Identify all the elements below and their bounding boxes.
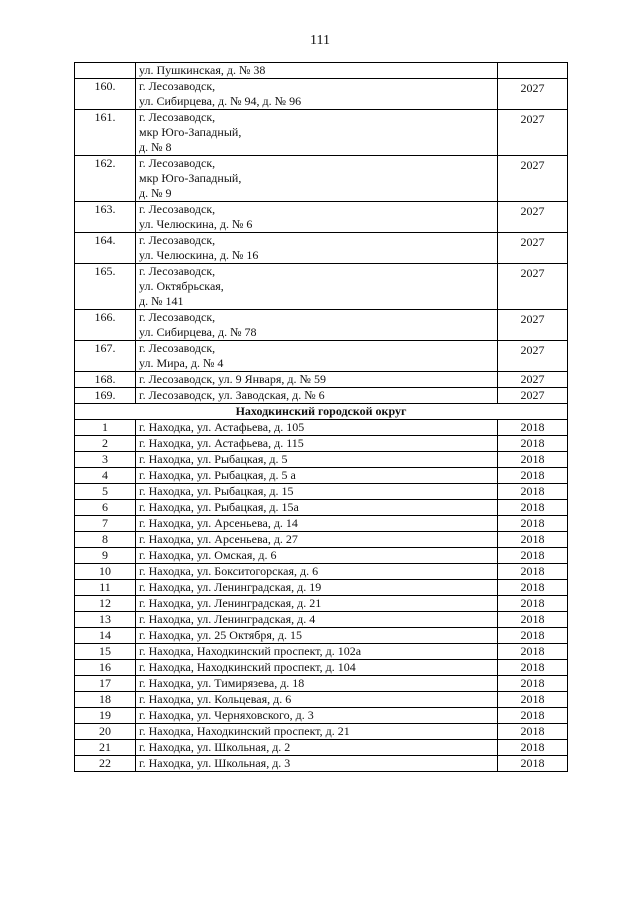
table-row bbox=[75, 156, 568, 202]
address-cell: г. Находка, ул. Школьная, д. 2 bbox=[136, 740, 498, 756]
row-number-cell: 10 bbox=[75, 564, 136, 580]
table-row bbox=[75, 468, 568, 484]
address-cell: г. Лесозаводск, ул. Челюскина, д. № 6 bbox=[136, 202, 498, 233]
table-row bbox=[75, 628, 568, 644]
address-cell: г. Находка, ул. Рыбацкая, д. 5 а bbox=[136, 468, 498, 484]
address-cell: г. Находка, Находкинский проспект, д. 104 bbox=[136, 660, 498, 676]
page-number: 111 bbox=[310, 33, 330, 48]
year-cell: 2027 bbox=[498, 341, 568, 372]
year-cell: 2018 bbox=[498, 532, 568, 548]
address-cell: г. Лесозаводск, ул. Челюскина, д. № 16 bbox=[136, 233, 498, 264]
year-cell: 2018 bbox=[498, 644, 568, 660]
year-cell: 2018 bbox=[498, 468, 568, 484]
row-number-cell: 6 bbox=[75, 500, 136, 516]
row-number-cell: 18 bbox=[75, 692, 136, 708]
table-row bbox=[75, 548, 568, 564]
row-number-cell: 11 bbox=[75, 580, 136, 596]
table-row bbox=[75, 564, 568, 580]
address-cell: г. Находка, ул. Черняховского, д. 3 bbox=[136, 708, 498, 724]
row-number-cell: 163. bbox=[75, 202, 136, 233]
address-cell: ул. Пушкинская, д. № 38 bbox=[136, 63, 498, 79]
address-cell: г. Находка, ул. 25 Октября, д. 15 bbox=[136, 628, 498, 644]
year-cell: 2018 bbox=[498, 420, 568, 436]
address-cell: г. Лесозаводск, ул. Октябрьская, д. № 141 bbox=[136, 264, 498, 310]
year-cell: 2018 bbox=[498, 500, 568, 516]
row-number-cell: 17 bbox=[75, 676, 136, 692]
address-cell: г. Лесозаводск, ул. Сибирцева, д. № 78 bbox=[136, 310, 498, 341]
row-number-cell: 164. bbox=[75, 233, 136, 264]
address-cell: г. Находка, ул. Астафьева, д. 105 bbox=[136, 420, 498, 436]
year-cell: 2018 bbox=[498, 660, 568, 676]
row-number-cell: 14 bbox=[75, 628, 136, 644]
table-row bbox=[75, 110, 568, 156]
table-row bbox=[75, 660, 568, 676]
address-cell: г. Лесозаводск, мкр Юго-Западный, д. № 9 bbox=[136, 156, 498, 202]
row-number-cell: 21 bbox=[75, 740, 136, 756]
year-cell: 2027 bbox=[498, 110, 568, 156]
table-row bbox=[75, 580, 568, 596]
table-row bbox=[75, 436, 568, 452]
year-cell: 2018 bbox=[498, 756, 568, 772]
row-number-cell: 162. bbox=[75, 156, 136, 202]
table-row bbox=[75, 644, 568, 660]
table-row bbox=[75, 516, 568, 532]
table-row bbox=[75, 79, 568, 110]
table-row bbox=[75, 484, 568, 500]
address-cell: г. Находка, ул. Рыбацкая, д. 15а bbox=[136, 500, 498, 516]
row-number-cell: 16 bbox=[75, 660, 136, 676]
table-row bbox=[75, 202, 568, 233]
table-row bbox=[75, 233, 568, 264]
address-cell: г. Находка, ул. Ленинградская, д. 19 bbox=[136, 580, 498, 596]
row-number-cell: 19 bbox=[75, 708, 136, 724]
row-number-cell: 12 bbox=[75, 596, 136, 612]
address-cell: г. Лесозаводск, ул. Мира, д. № 4 bbox=[136, 341, 498, 372]
table-row bbox=[75, 708, 568, 724]
table-body bbox=[75, 63, 568, 772]
table-row bbox=[75, 388, 568, 404]
table-row bbox=[75, 532, 568, 548]
address-cell: г. Находка, ул. Астафьева, д. 115 bbox=[136, 436, 498, 452]
row-number-cell: 165. bbox=[75, 264, 136, 310]
year-cell: 2018 bbox=[498, 484, 568, 500]
year-cell: 2018 bbox=[498, 692, 568, 708]
year-cell: 2018 bbox=[498, 724, 568, 740]
section-header-row bbox=[75, 404, 568, 420]
address-cell: г. Находка, ул. Рыбацкая, д. 15 bbox=[136, 484, 498, 500]
table-row bbox=[75, 740, 568, 756]
table-row bbox=[75, 264, 568, 310]
row-number-cell: 7 bbox=[75, 516, 136, 532]
row-number-cell: 3 bbox=[75, 452, 136, 468]
row-number-cell: 166. bbox=[75, 310, 136, 341]
year-cell: 2027 bbox=[498, 156, 568, 202]
row-number-cell: 13 bbox=[75, 612, 136, 628]
row-number-cell bbox=[75, 63, 136, 79]
table-row bbox=[75, 500, 568, 516]
year-cell: 2018 bbox=[498, 628, 568, 644]
year-cell: 2018 bbox=[498, 548, 568, 564]
table-row-continuation bbox=[75, 63, 568, 79]
address-cell: г. Лесозаводск, ул. 9 Января, д. № 59 bbox=[136, 372, 498, 388]
year-cell: 2027 bbox=[498, 372, 568, 388]
address-cell: г. Находка, ул. Ленинградская, д. 21 bbox=[136, 596, 498, 612]
address-cell: г. Находка, ул. Ленинградская, д. 4 bbox=[136, 612, 498, 628]
year-cell: 2018 bbox=[498, 564, 568, 580]
year-cell: 2018 bbox=[498, 436, 568, 452]
year-cell: 2018 bbox=[498, 580, 568, 596]
year-cell: 2018 bbox=[498, 516, 568, 532]
year-cell: 2027 bbox=[498, 233, 568, 264]
address-cell: г. Находка, ул. Рыбацкая, д. 5 bbox=[136, 452, 498, 468]
row-number-cell: 20 bbox=[75, 724, 136, 740]
year-cell: 2018 bbox=[498, 740, 568, 756]
row-number-cell: 169. bbox=[75, 388, 136, 404]
year-cell: 2018 bbox=[498, 596, 568, 612]
row-number-cell: 2 bbox=[75, 436, 136, 452]
housing-schedule-table bbox=[74, 62, 568, 772]
address-cell: г. Находка, Находкинский проспект, д. 102а bbox=[136, 644, 498, 660]
table-row bbox=[75, 420, 568, 436]
row-number-cell: 167. bbox=[75, 341, 136, 372]
row-number-cell: 160. bbox=[75, 79, 136, 110]
address-cell: г. Находка, ул. Кольцевая, д. 6 bbox=[136, 692, 498, 708]
address-cell: г. Находка, ул. Тимирязева, д. 18 bbox=[136, 676, 498, 692]
table-row bbox=[75, 310, 568, 341]
address-cell: г. Находка, ул. Омская, д. 6 bbox=[136, 548, 498, 564]
row-number-cell: 15 bbox=[75, 644, 136, 660]
year-cell: 2027 bbox=[498, 202, 568, 233]
row-number-cell: 22 bbox=[75, 756, 136, 772]
year-cell: 2027 bbox=[498, 388, 568, 404]
row-number-cell: 5 bbox=[75, 484, 136, 500]
year-cell: 2018 bbox=[498, 612, 568, 628]
address-cell: г. Находка, ул. Арсеньева, д. 14 bbox=[136, 516, 498, 532]
year-cell: 2018 bbox=[498, 452, 568, 468]
table-row bbox=[75, 724, 568, 740]
table-row bbox=[75, 692, 568, 708]
table-row bbox=[75, 596, 568, 612]
address-cell: г. Находка, ул. Арсеньева, д. 27 bbox=[136, 532, 498, 548]
address-cell: г. Лесозаводск, мкр Юго-Западный, д. № 8 bbox=[136, 110, 498, 156]
table-row bbox=[75, 372, 568, 388]
year-cell bbox=[498, 63, 568, 79]
table-row bbox=[75, 612, 568, 628]
address-cell: г. Лесозаводск, ул. Сибирцева, д. № 94, д. № 96 bbox=[136, 79, 498, 110]
address-cell: г. Лесозаводск, ул. Заводская, д. № 6 bbox=[136, 388, 498, 404]
table-row bbox=[75, 756, 568, 772]
row-number-cell: 168. bbox=[75, 372, 136, 388]
table-row bbox=[75, 341, 568, 372]
year-cell: 2027 bbox=[498, 79, 568, 110]
year-cell: 2027 bbox=[498, 264, 568, 310]
address-cell: г. Находка, ул. Бокситогорская, д. 6 bbox=[136, 564, 498, 580]
row-number-cell: 9 bbox=[75, 548, 136, 564]
table-row bbox=[75, 676, 568, 692]
address-cell: г. Находка, Находкинский проспект, д. 21 bbox=[136, 724, 498, 740]
year-cell: 2018 bbox=[498, 676, 568, 692]
section-title: Находкинский городской округ bbox=[75, 404, 568, 420]
row-number-cell: 8 bbox=[75, 532, 136, 548]
address-cell: г. Находка, ул. Школьная, д. 3 bbox=[136, 756, 498, 772]
year-cell: 2018 bbox=[498, 708, 568, 724]
row-number-cell: 1 bbox=[75, 420, 136, 436]
table-row bbox=[75, 452, 568, 468]
row-number-cell: 4 bbox=[75, 468, 136, 484]
row-number-cell: 161. bbox=[75, 110, 136, 156]
year-cell: 2027 bbox=[498, 310, 568, 341]
